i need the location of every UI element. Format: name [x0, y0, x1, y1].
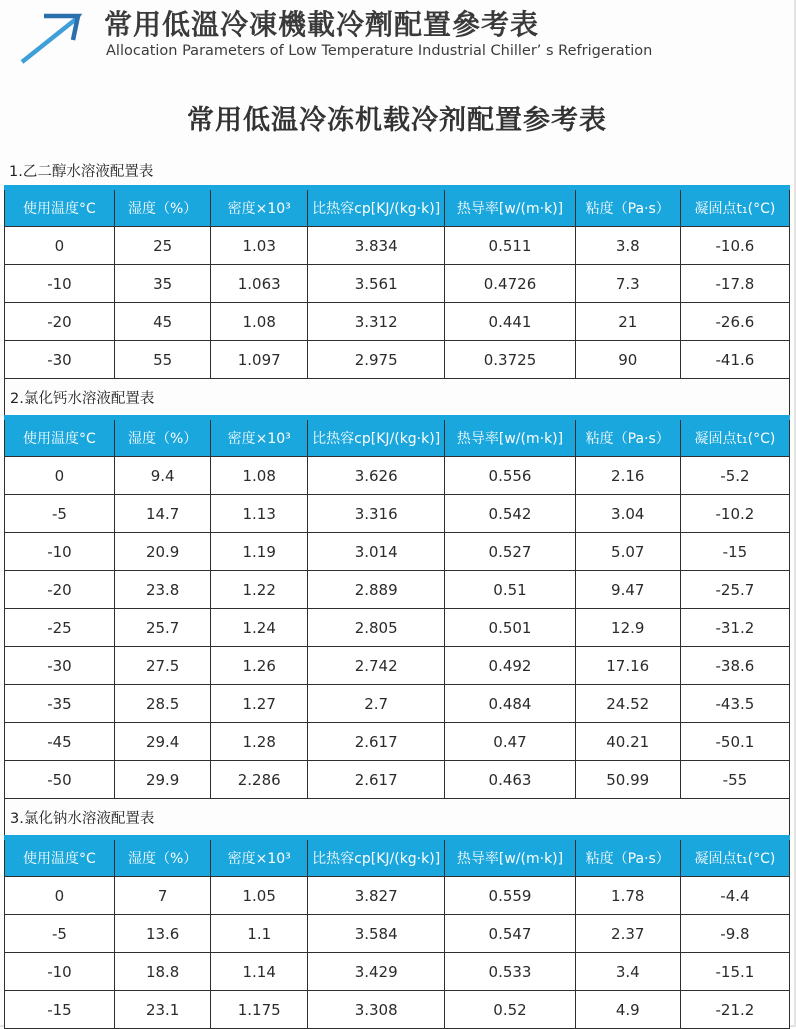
table-cell: 40.21	[575, 723, 680, 761]
table-row	[5, 685, 790, 723]
table-cell: 17.16	[575, 647, 680, 685]
column-header: 凝固点t₁(°C)	[680, 188, 789, 227]
section-label-1: 1.乙二醇水溶液配置表	[9, 163, 154, 180]
table-cell: -55	[680, 761, 789, 799]
table-row	[5, 571, 790, 609]
column-header: 热导率[w/(m·k)]	[445, 838, 575, 877]
table-cell: -41.6	[680, 341, 789, 379]
table-cell: 3.827	[307, 877, 444, 915]
table-header-row	[5, 838, 790, 877]
table-cell: -30	[5, 647, 115, 685]
table-cell: 2.37	[575, 915, 680, 953]
section-label-2: 2.氯化钙水溶液配置表	[4, 379, 790, 415]
table-cell: 1.05	[211, 877, 308, 915]
table-cell: 0.533	[445, 953, 575, 991]
table-cell: -5	[5, 495, 115, 533]
table-cell: 0.3725	[445, 341, 575, 379]
table-cell: 3.561	[307, 265, 444, 303]
table-cell: 1.08	[211, 457, 308, 495]
column-header: 密度×10³	[211, 838, 308, 877]
table-cell: -25	[5, 609, 115, 647]
table-cell: 2.805	[307, 609, 444, 647]
table-row	[5, 495, 790, 533]
table-cell: -4.4	[680, 877, 789, 915]
table-header-row	[5, 418, 790, 457]
table-cell: 0	[5, 227, 115, 265]
table-cell: 3.014	[307, 533, 444, 571]
table-cell: 5.07	[575, 533, 680, 571]
table-cell: 0.501	[445, 609, 575, 647]
column-header: 湿度（%）	[114, 418, 211, 457]
table-row	[5, 991, 790, 1029]
table-cell: 2.742	[307, 647, 444, 685]
arrow-up-right-icon	[10, 10, 90, 72]
table-cell: -31.2	[680, 609, 789, 647]
column-header: 比热容cp[KJ/(kg·k)]	[307, 418, 444, 457]
table-cell: 1.175	[211, 991, 308, 1029]
table-cell: 2.617	[307, 723, 444, 761]
column-header: 比热容cp[KJ/(kg·k)]	[307, 838, 444, 877]
banner-title: 常用低溫冷凍機載冷劑配置參考表	[104, 8, 540, 41]
column-header: 湿度（%）	[114, 188, 211, 227]
table-cell: 0.4726	[445, 265, 575, 303]
table-cell: -50	[5, 761, 115, 799]
table-cell: 0.51	[445, 571, 575, 609]
table-cell: 2.286	[211, 761, 308, 799]
table-cell: -15	[5, 991, 115, 1029]
table-cell: 9.4	[114, 457, 211, 495]
table-cell: -45	[5, 723, 115, 761]
table-cell: -10	[5, 265, 115, 303]
table-row	[5, 341, 790, 379]
column-header: 粘度（Pa·s）	[575, 188, 680, 227]
table-cell: -20	[5, 303, 115, 341]
table-cell: 55	[114, 341, 211, 379]
table-cell: 3.308	[307, 991, 444, 1029]
table-cell: 0.542	[445, 495, 575, 533]
table-cell: 2.975	[307, 341, 444, 379]
table-cell: 21	[575, 303, 680, 341]
table-cell: 12.9	[575, 609, 680, 647]
table-cell: 1.03	[211, 227, 308, 265]
section-label-3: 3.氯化钠水溶液配置表	[4, 799, 790, 835]
table-cell: 0.441	[445, 303, 575, 341]
table-cell: 29.9	[114, 761, 211, 799]
table-cell: 35	[114, 265, 211, 303]
table-cell: 0.463	[445, 761, 575, 799]
table-row	[5, 609, 790, 647]
table-row	[5, 265, 790, 303]
table-cell: 1.78	[575, 877, 680, 915]
column-header: 凝固点t₁(°C)	[680, 838, 789, 877]
table-cell: 28.5	[114, 685, 211, 723]
table-row	[5, 303, 790, 341]
table-cell: 4.9	[575, 991, 680, 1029]
table-cell: 0	[5, 457, 115, 495]
table-row	[5, 723, 790, 761]
table-cell: 20.9	[114, 533, 211, 571]
table-cell: 1.22	[211, 571, 308, 609]
table-cell: 3.4	[575, 953, 680, 991]
table-row	[5, 761, 790, 799]
banner-text	[104, 10, 652, 59]
table-cell: -10	[5, 533, 115, 571]
table-cell: 25	[114, 227, 211, 265]
table-row	[5, 915, 790, 953]
table-cell: -15.1	[680, 953, 789, 991]
table-cell: 0.47	[445, 723, 575, 761]
table-cell: 1.08	[211, 303, 308, 341]
column-header: 使用温度°C	[5, 418, 115, 457]
table-cell: -5	[5, 915, 115, 953]
table-cell: 7.3	[575, 265, 680, 303]
table-cell: 23.8	[114, 571, 211, 609]
table-cell: 0.52	[445, 991, 575, 1029]
table-row	[5, 953, 790, 991]
table-cell: 3.8	[575, 227, 680, 265]
table-cell: -20	[5, 571, 115, 609]
table-cell: 3.429	[307, 953, 444, 991]
table-cell: 2.617	[307, 761, 444, 799]
data-table-1	[4, 185, 790, 379]
column-header: 湿度（%）	[114, 838, 211, 877]
table-cell: 1.28	[211, 723, 308, 761]
table-cell: -50.1	[680, 723, 789, 761]
column-header: 凝固点t₁(°C)	[680, 418, 789, 457]
table-cell: 0.547	[445, 915, 575, 953]
table-cell: -9.8	[680, 915, 789, 953]
table-cell: 0.511	[445, 227, 575, 265]
table-row	[5, 647, 790, 685]
column-header: 使用温度°C	[5, 838, 115, 877]
table-cell: 9.47	[575, 571, 680, 609]
table-cell: 25.7	[114, 609, 211, 647]
table-cell: 3.626	[307, 457, 444, 495]
table-cell: -43.5	[680, 685, 789, 723]
table-cell: 27.5	[114, 647, 211, 685]
top-banner	[0, 0, 794, 76]
data-table-2	[4, 415, 790, 799]
table-cell: 1.13	[211, 495, 308, 533]
table-cell: -25.7	[680, 571, 789, 609]
table-cell: 0.527	[445, 533, 575, 571]
table-cell: 90	[575, 341, 680, 379]
column-header: 热导率[w/(m·k)]	[445, 188, 575, 227]
column-header: 密度×10³	[211, 418, 308, 457]
table-row	[5, 227, 790, 265]
data-table-3	[4, 835, 790, 1029]
table-header-row	[5, 188, 790, 227]
table-cell: -15	[680, 533, 789, 571]
table-cell: 45	[114, 303, 211, 341]
table-cell: 1.24	[211, 609, 308, 647]
table-cell: 2.7	[307, 685, 444, 723]
table-cell: 18.8	[114, 953, 211, 991]
table-cell: 1.063	[211, 265, 308, 303]
table-cell: 3.834	[307, 227, 444, 265]
table-cell: -30	[5, 341, 115, 379]
table-cell: 1.26	[211, 647, 308, 685]
column-header: 密度×10³	[211, 188, 308, 227]
table-cell: 3.584	[307, 915, 444, 953]
table-cell: 23.1	[114, 991, 211, 1029]
table-cell: -10	[5, 953, 115, 991]
table-cell: -10.6	[680, 227, 789, 265]
table-cell: 24.52	[575, 685, 680, 723]
table-cell: 2.16	[575, 457, 680, 495]
tables-container	[4, 155, 790, 1029]
table-row	[5, 877, 790, 915]
table-cell: 14.7	[114, 495, 211, 533]
table-cell: 1.14	[211, 953, 308, 991]
page-title: 常用低温冷冻机载冷剂配置参考表	[187, 105, 607, 136]
table-cell: 0.556	[445, 457, 575, 495]
table-row	[5, 457, 790, 495]
table-cell: 0.492	[445, 647, 575, 685]
table-cell: 3.04	[575, 495, 680, 533]
table-cell: 0.484	[445, 685, 575, 723]
table-cell: -21.2	[680, 991, 789, 1029]
table-cell: -35	[5, 685, 115, 723]
column-header: 比热容cp[KJ/(kg·k)]	[307, 188, 444, 227]
table-cell: 1.19	[211, 533, 308, 571]
table-cell: -17.8	[680, 265, 789, 303]
table-cell: 0	[5, 877, 115, 915]
table-cell: 3.312	[307, 303, 444, 341]
table-cell: -26.6	[680, 303, 789, 341]
table-cell: 13.6	[114, 915, 211, 953]
table-row	[5, 533, 790, 571]
table-cell: 0.559	[445, 877, 575, 915]
table-cell: 7	[114, 877, 211, 915]
table-cell: 3.316	[307, 495, 444, 533]
column-header: 粘度（Pa·s）	[575, 418, 680, 457]
table-cell: 29.4	[114, 723, 211, 761]
table-cell: -10.2	[680, 495, 789, 533]
table-cell: 50.99	[575, 761, 680, 799]
column-header: 使用温度°C	[5, 188, 115, 227]
table-cell: 1.27	[211, 685, 308, 723]
table-cell: -5.2	[680, 457, 789, 495]
table-cell: -38.6	[680, 647, 789, 685]
table-cell: 1.097	[211, 341, 308, 379]
table-cell: 2.889	[307, 571, 444, 609]
column-header: 热导率[w/(m·k)]	[445, 418, 575, 457]
column-header: 粘度（Pa·s）	[575, 838, 680, 877]
table-cell: 1.1	[211, 915, 308, 953]
banner-subtitle: Allocation Parameters of Low Temperature Industrial Chiller’ s Refrigeration	[106, 42, 653, 59]
